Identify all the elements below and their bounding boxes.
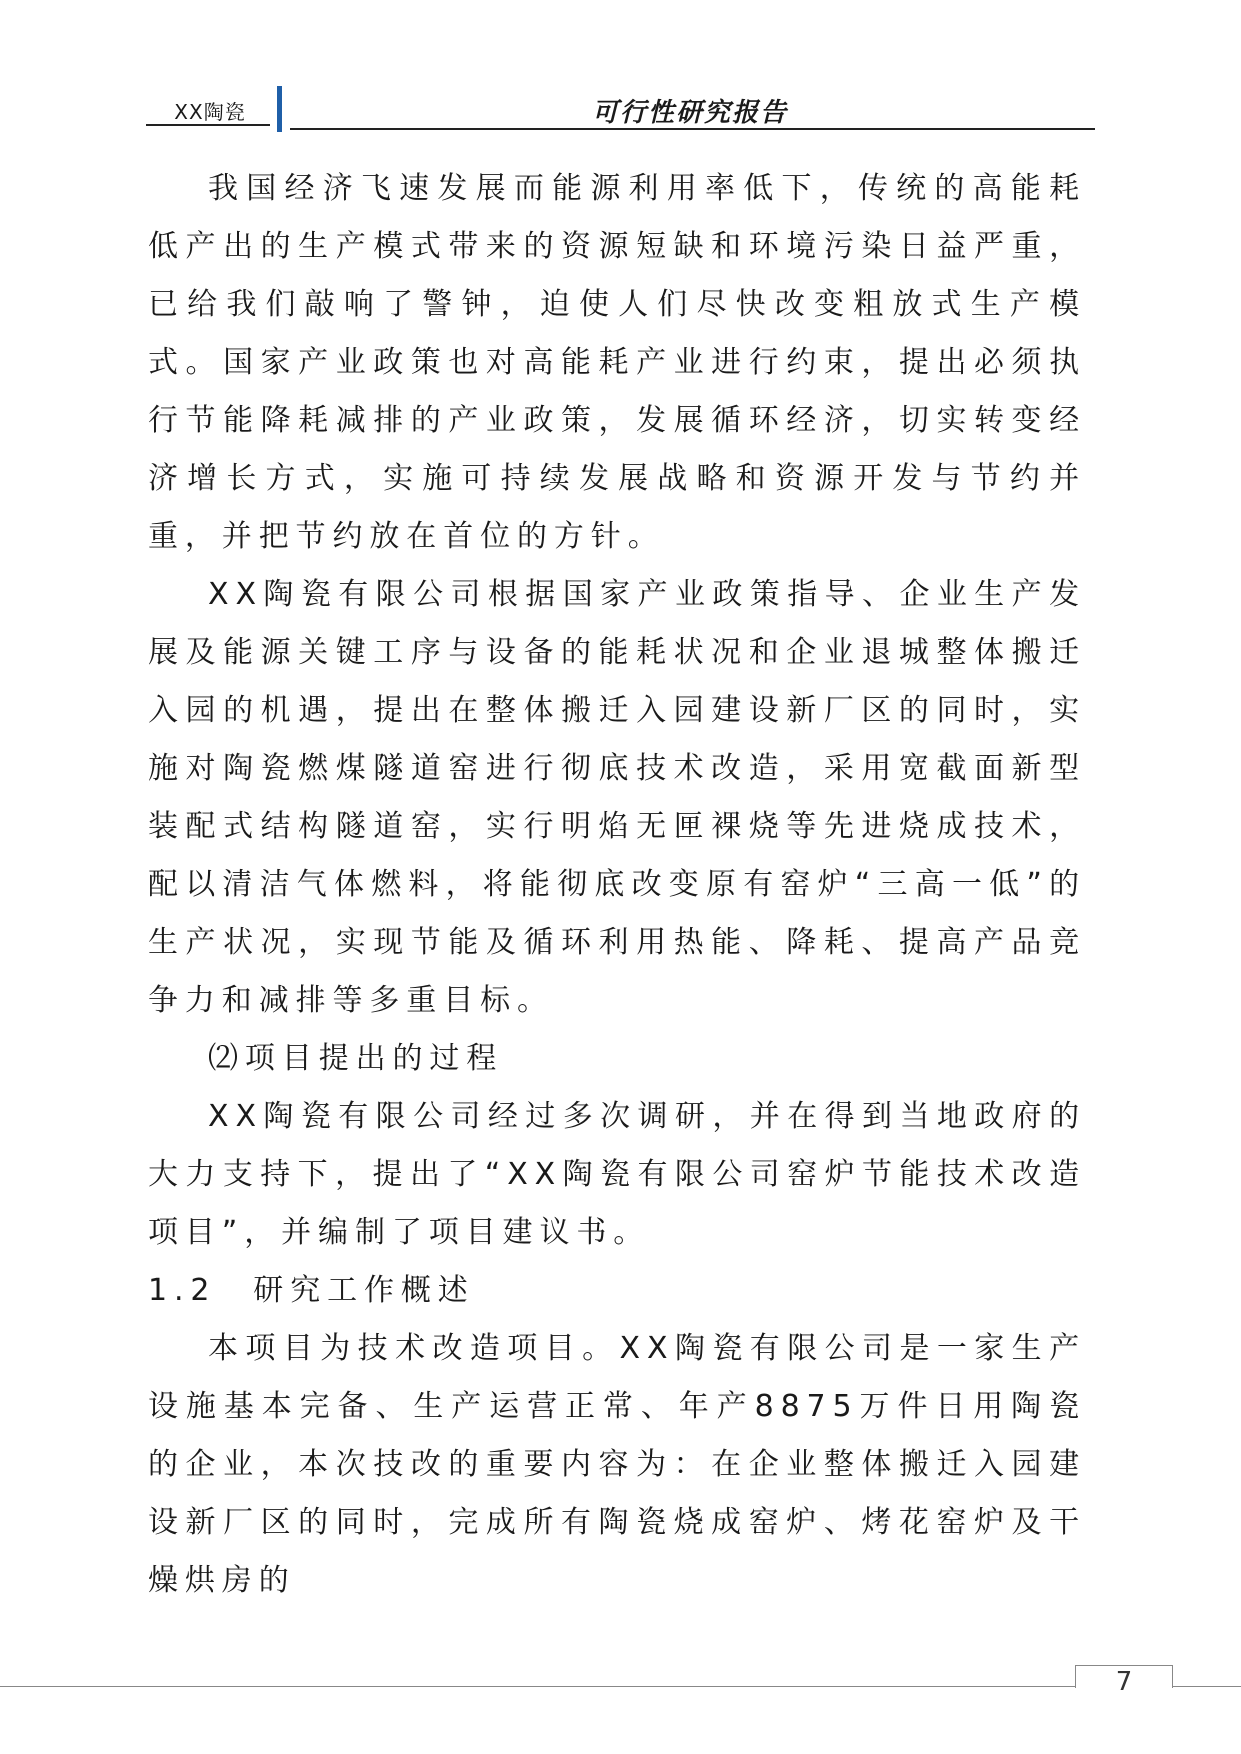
footer-rule-left — [0, 1686, 1075, 1687]
header-accent-bar — [277, 86, 282, 132]
header-left-rule — [146, 124, 270, 126]
footer-rule-right — [1172, 1686, 1241, 1687]
paragraph-company-plan: XX陶瓷有限公司根据国家产业政策指导、企业生产发展及能源关键工序与设备的能耗状况和企业退城整体搬迁入园的机遇，提出在整体搬迁入园建设新厂区的同时，实施对陶瓷燃煤隧道窑进行彻底技术改造，采用宽截面新型装配式结构隧道窑，实行明焰无匣裸烧等先进烧成技术，配以清洁气体燃料，将能彻底改变原有窑炉“三高一低”的生产状况，实现节能及循环利用热能、降耗、提高产品竞争力和减排等多重目标。 — [148, 577, 1086, 1018]
paragraph-project-proposal: XX陶瓷有限公司经过多次调研，并在得到当地政府的大力支持下，提出了“XX陶瓷有限公司窑炉节能技术改造项目”，并编制了项目建议书。 — [148, 1099, 1086, 1250]
paragraph-background: 我国经济飞速发展而能源利用率低下，传统的高能耗低产出的生产模式带来的资源短缺和环境污染日益严重，已给我们敲响了警钟，迫使人们尽快改变粗放式生产模式。国家产业政策也对高能耗产业进行约束，提出必须执行节能降耗减排的产业政策，发展循环经济，切实转变经济增长方式，实施可持续发展战略和资源开发与节约并重，并把节约放在首位的方针。 — [148, 171, 1086, 554]
document-body — [148, 160, 1086, 1610]
subheading-project-process: ⑵项目提出的过程 — [208, 1041, 504, 1076]
page-number: 7 — [1115, 1667, 1133, 1697]
header-right-rule — [290, 128, 1095, 130]
header-company-name: XX陶瓷 — [174, 100, 246, 124]
header-report-title: 可行性研究报告 — [591, 98, 788, 128]
paragraph-research-overview: 本项目为技术改造项目。XX陶瓷有限公司是一家生产设施基本完备、生产运营正常、年产8875万件日用陶瓷的企业，本次技改的重要内容为：在企业整体搬迁入园建设新厂区的同时，完成所有陶瓷烧成窑炉、烤花窑炉及干燥烘房的 — [148, 1331, 1086, 1598]
section-heading: 1.2 研究工作概述 — [148, 1273, 475, 1308]
